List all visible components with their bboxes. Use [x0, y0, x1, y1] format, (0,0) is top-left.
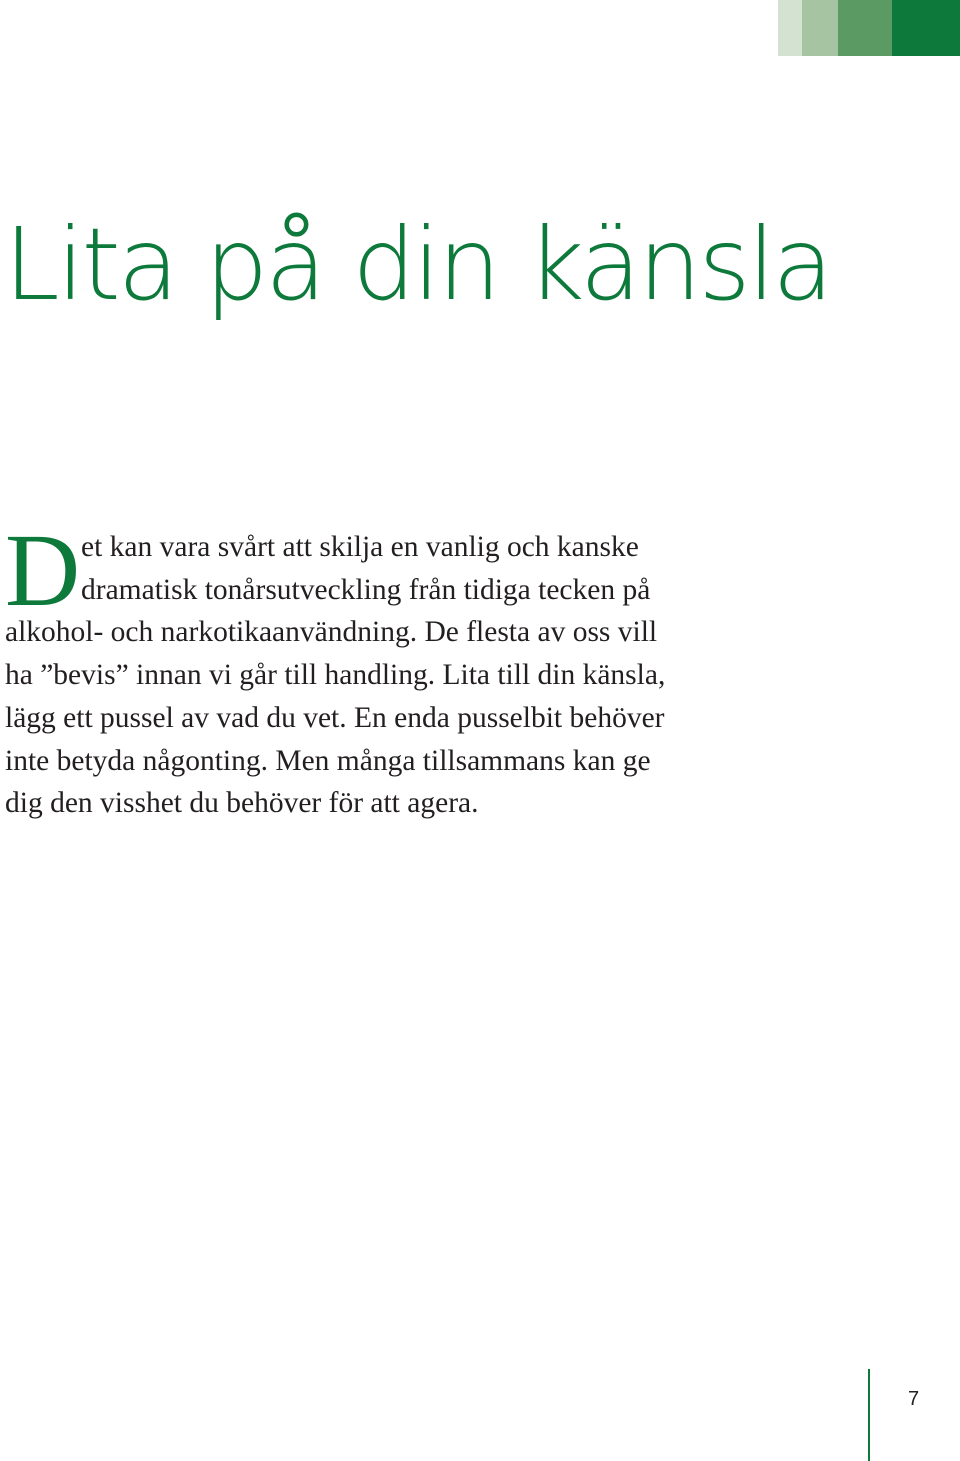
color-swatch-4 — [892, 0, 960, 56]
paragraph-line: dig den visshet du behöver för att agera. — [5, 787, 479, 820]
body-paragraph — [5, 513, 785, 825]
color-swatch-2 — [802, 0, 838, 56]
paragraph-line: alkohol- och narkotikaanvändning. De flesta av oss vill — [5, 616, 658, 649]
page-number-divider — [868, 1369, 870, 1461]
decorative-color-bar — [778, 0, 960, 56]
color-swatch-3 — [838, 0, 892, 56]
paragraph-line: et kan vara svårt att skilja en vanlig och kanske — [81, 531, 639, 563]
color-swatch-1 — [778, 0, 802, 56]
paragraph-line: dramatisk tonårsutveckling från tidiga tecken på — [81, 573, 651, 606]
page-number: 7 — [908, 1388, 920, 1410]
paragraph-line: ha ”bevis” innan vi går till handling. Lita till din känsla, — [5, 659, 666, 692]
paragraph-line: lägg ett pussel av vad du vet. En enda pusselbit behöver — [5, 701, 665, 734]
paragraph-line: inte betyda någonting. Men många tillsammans kan ge — [5, 744, 651, 777]
page-title: Lita på din känsla — [4, 206, 831, 323]
drop-cap: D — [5, 513, 81, 628]
